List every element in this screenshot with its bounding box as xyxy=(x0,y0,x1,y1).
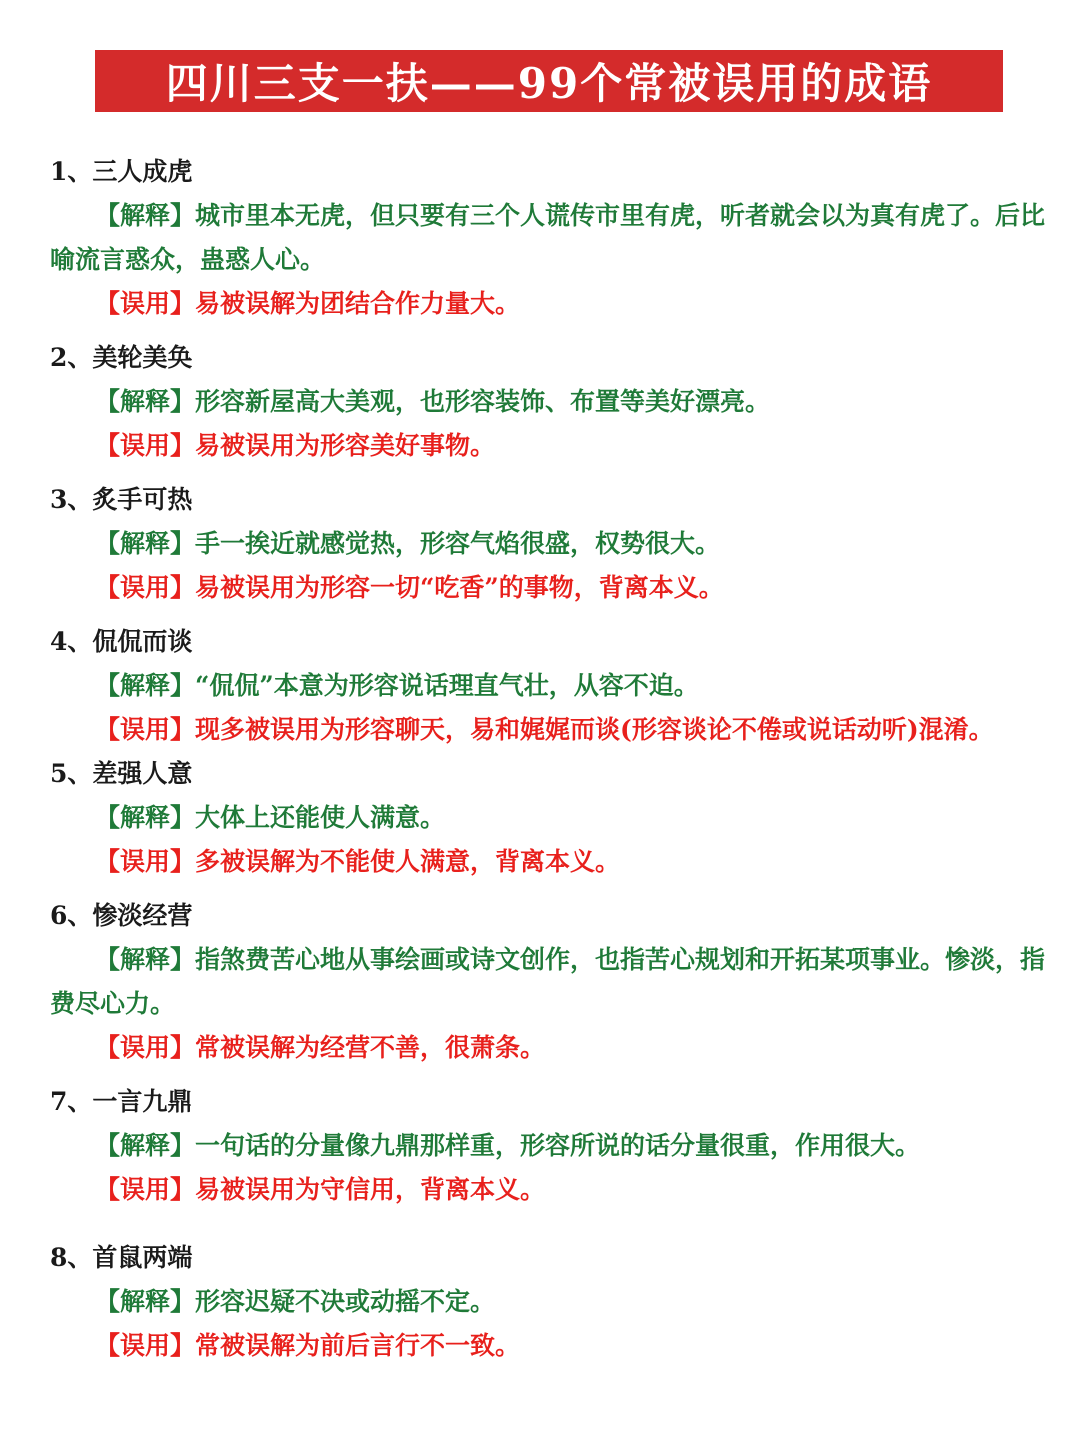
idiom-word: 差强人意 xyxy=(92,759,193,788)
idiom-word: 惨淡经营 xyxy=(92,901,193,930)
idiom-heading xyxy=(50,894,1050,938)
page-title: 四川三支一扶——99个常被误用的成语 xyxy=(165,59,933,108)
idiom-number: 6、 xyxy=(50,901,93,930)
idiom-explanation: 【解释】一句话的分量像九鼎那样重，形容所说的话分量很重，作用很大。 xyxy=(95,1131,921,1160)
idiom-misuse: 【误用】易被误解为团结合作力量大。 xyxy=(95,289,521,318)
idiom-entry xyxy=(50,1080,1050,1212)
idiom-heading xyxy=(50,150,1050,194)
idiom-list xyxy=(50,150,1050,1368)
idiom-misuse: 【误用】易被误用为形容美好事物。 xyxy=(95,431,496,460)
idiom-heading xyxy=(50,336,1050,380)
idiom-heading xyxy=(50,1080,1050,1124)
idiom-number: 8、 xyxy=(50,1243,93,1272)
idiom-word: 美轮美奂 xyxy=(92,343,193,372)
idiom-word: 侃侃而谈 xyxy=(92,627,193,656)
idiom-explanation: 【解释】指煞费苦心地从事绘画或诗文创作，也指苦心规划和开拓某项事业。惨淡，指费尽心力。 xyxy=(50,945,1046,1018)
idiom-misuse: 【误用】多被误解为不能使人满意，背离本义。 xyxy=(95,847,621,876)
idiom-entry xyxy=(50,752,1050,884)
idiom-word: 三人成虎 xyxy=(92,157,193,186)
idiom-entry xyxy=(50,150,1050,326)
idiom-number: 5、 xyxy=(50,759,93,788)
idiom-explanation: 【解释】大体上还能使人满意。 xyxy=(95,803,446,832)
title-banner xyxy=(95,50,1003,112)
idiom-misuse: 【误用】常被误解为经营不善，很萧条。 xyxy=(95,1033,546,1062)
idiom-entry xyxy=(50,478,1050,610)
idiom-heading xyxy=(50,620,1050,664)
idiom-heading xyxy=(50,1236,1050,1280)
idiom-explanation: 【解释】形容迟疑不决或动摇不定。 xyxy=(95,1287,496,1316)
idiom-explanation: 【解释】城市里本无虎，但只要有三个人谎传市里有虎，听者就会以为真有虎了。后比喻流言惑众，蛊惑人心。 xyxy=(50,201,1046,274)
idiom-explanation: 【解释】形容新屋高大美观，也形容装饰、布置等美好漂亮。 xyxy=(95,387,771,416)
idiom-heading xyxy=(50,752,1050,796)
idiom-misuse: 【误用】现多被误用为形容聊天，易和娓娓而谈(形容谈论不倦或说话动听)混淆。 xyxy=(95,715,994,744)
idiom-number: 4、 xyxy=(50,627,93,656)
idiom-misuse: 【误用】常被误解为前后言行不一致。 xyxy=(95,1331,521,1360)
idiom-word: 一言九鼎 xyxy=(92,1087,193,1116)
idiom-number: 3、 xyxy=(50,485,93,514)
idiom-word: 首鼠两端 xyxy=(92,1243,193,1272)
idiom-entry xyxy=(50,336,1050,468)
idiom-heading xyxy=(50,478,1050,522)
idiom-explanation: 【解释】手一挨近就感觉热，形容气焰很盛，权势很大。 xyxy=(95,529,721,558)
idiom-entry xyxy=(50,620,1050,752)
idiom-number: 7、 xyxy=(50,1087,93,1116)
idiom-entry xyxy=(50,894,1050,1070)
idiom-misuse: 【误用】易被误用为守信用，背离本义。 xyxy=(95,1175,546,1204)
idiom-misuse: 【误用】易被误用为形容一切“吃香”的事物，背离本义。 xyxy=(95,573,724,602)
idiom-word: 炙手可热 xyxy=(92,485,193,514)
idiom-explanation: 【解释】“侃侃”本意为形容说话理直气壮，从容不迫。 xyxy=(95,671,699,700)
idiom-number: 2、 xyxy=(50,343,93,372)
idiom-number: 1、 xyxy=(50,157,93,186)
idiom-entry xyxy=(50,1236,1050,1368)
